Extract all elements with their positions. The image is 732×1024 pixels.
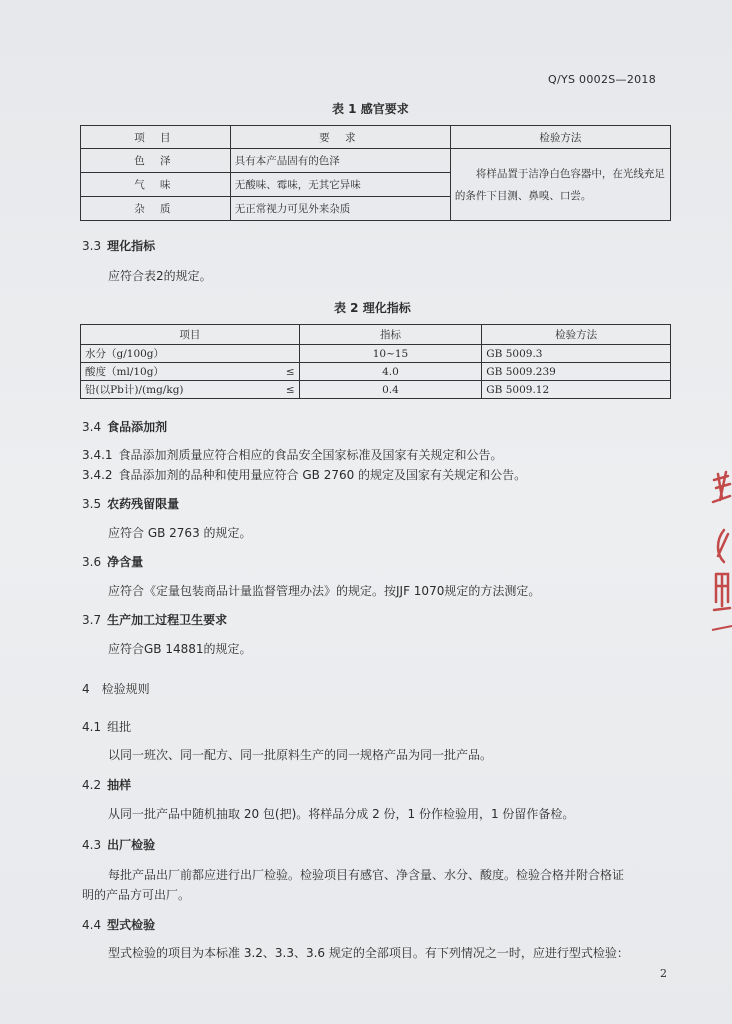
table-row xyxy=(81,345,671,363)
section-4-heading: 4 检验规则 xyxy=(82,682,150,696)
row-method: GB 5009.12 xyxy=(482,381,671,399)
row-item: 色 泽 xyxy=(81,149,231,173)
row-requirement: 无正常视力可见外来杂质 xyxy=(230,197,450,221)
header-index: 指标 xyxy=(299,325,482,345)
section-3-4-heading: 3.4 食品添加剂 xyxy=(82,420,168,434)
standard-code: Q/YS 0002S—2018 xyxy=(548,73,657,86)
header-method: 检验方法 xyxy=(450,126,670,149)
row-value: 4.0 xyxy=(299,363,482,381)
section-4-3-text-line2: 明的产品方可出厂。 xyxy=(82,888,191,902)
section-3-4-1-text: 3.4.1 食品添加剂质量应符合相应的食品安全国家标准及国家有关规定和公告。 xyxy=(82,448,503,462)
section-4-3-heading: 4.3 出厂检验 xyxy=(82,838,156,852)
row-method: GB 5009.3 xyxy=(482,345,671,363)
table-row xyxy=(81,363,671,381)
table-row xyxy=(81,381,671,399)
section-3-4-2-text: 3.4.2 食品添加剂的品种和使用量应符合 GB 2760 的规定及国家有关规定和公告。 xyxy=(82,468,527,482)
sensory-requirements-table xyxy=(80,125,671,221)
section-4-3-text-line1: 每批产品出厂前都应进行出厂检验。检验项目有感官、净含量、水分、酸度。检验合格并附合格证 xyxy=(108,868,625,882)
section-4-2-heading: 4.2 抽样 xyxy=(82,778,132,792)
table-row xyxy=(81,149,671,173)
header-item: 项目 xyxy=(81,325,300,345)
row-le xyxy=(267,345,299,363)
row-item: 水分（g/100g） xyxy=(81,345,267,363)
row-item: 铅(以Pb计)/(mg/kg) xyxy=(81,381,267,399)
header-method: 检验方法 xyxy=(482,325,671,345)
row-requirement: 无酸味、霉味，无其它异味 xyxy=(230,173,450,197)
row-item: 酸度（ml/10g） xyxy=(81,363,267,381)
page-number: 2 xyxy=(660,967,667,980)
method-cell: 将样品置于洁净白色容器中，在光线充足的条件下目测、鼻嗅、口尝。 xyxy=(450,149,670,221)
section-4-2-text: 从同一批产品中随机抽取 20 包(把)。将样品分成 2 份，1 份作检验用，1 份留作备检。 xyxy=(108,807,575,821)
section-4-4-text: 型式检验的项目为本标准 3.2、3.3、3.6 规定的全部项目。有下列情况之一时，应进行型式检验： xyxy=(108,946,629,960)
row-item: 杂 质 xyxy=(81,197,231,221)
table1-caption: 表 1 感官要求 xyxy=(332,102,409,116)
physicochemical-table xyxy=(80,324,671,399)
section-3-6-heading: 3.6 净含量 xyxy=(82,555,144,569)
row-method: GB 5009.239 xyxy=(482,363,671,381)
row-value: 10~15 xyxy=(299,345,482,363)
section-4-1-heading: 4.1 组批 xyxy=(82,720,132,734)
table2-caption: 表 2 理化指标 xyxy=(334,301,411,315)
section-4-1-text: 以同一班次、同一配方、同一批原料生产的同一规格产品为同一批产品。 xyxy=(108,748,493,762)
row-le: ≤ xyxy=(267,363,299,381)
section-4-4-heading: 4.4 型式检验 xyxy=(82,918,156,932)
row-requirement: 具有本产品固有的色泽 xyxy=(230,149,450,173)
header-item: 项 目 xyxy=(81,126,231,149)
row-le: ≤ xyxy=(267,381,299,399)
section-3-3-text: 应符合表2的规定。 xyxy=(108,269,212,283)
section-3-6-text: 应符合《定量包装商品计量监督管理办法》的规定。按JJF 1070规定的方法测定。 xyxy=(108,584,541,598)
section-3-7-text: 应符合GB 14881的规定。 xyxy=(108,642,252,656)
section-3-5-heading: 3.5 农药残留限量 xyxy=(82,497,180,511)
row-item: 气 味 xyxy=(81,173,231,197)
seal-stamp-fragment xyxy=(710,470,732,640)
header-requirement: 要 求 xyxy=(230,126,450,149)
section-3-5-text: 应符合 GB 2763 的规定。 xyxy=(108,526,252,540)
section-3-3-heading: 3.3 理化指标 xyxy=(82,239,156,253)
section-3-7-heading: 3.7 生产加工过程卫生要求 xyxy=(82,613,228,627)
table-header-row xyxy=(81,325,671,345)
table-header-row xyxy=(81,126,671,149)
row-value: 0.4 xyxy=(299,381,482,399)
